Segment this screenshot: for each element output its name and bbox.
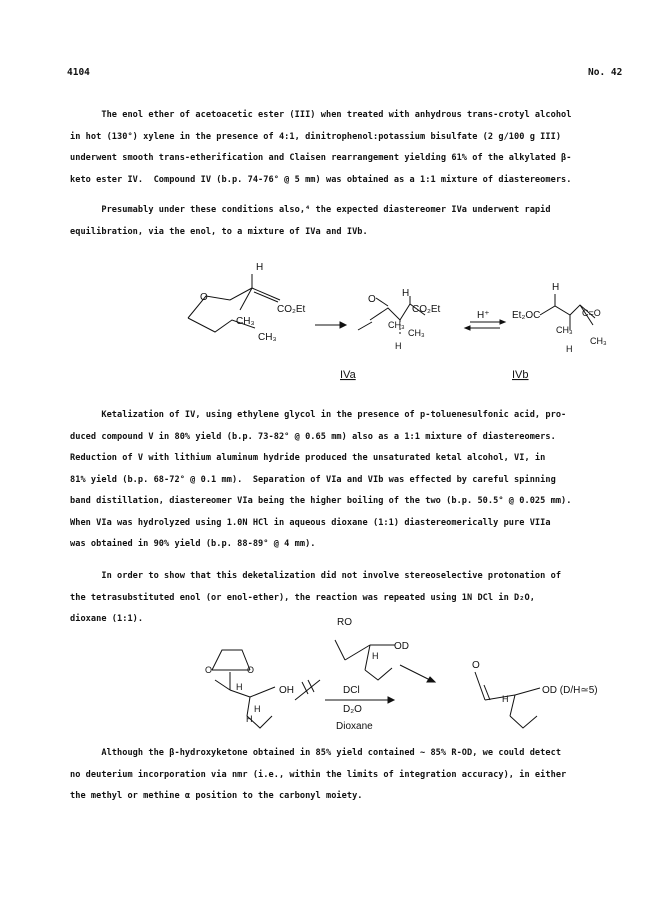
label: Et₂OC [512, 310, 541, 321]
paragraph-2: Presumably under these conditions also,⁴ the expected diastereomer IVa underwent rapid equilibration, via the enol, to a mixture of IVa and IVb. [70, 205, 551, 237]
label: H [236, 682, 243, 692]
paragraph-5: Although the β-hydroxyketone obtained in 85% yield contained ~ 85% R-OD, we could detect no deuterium incorporation via nmr (i.e., within the limits of integration accuracy), in either the methyl or methine α position to the carbonyl moiety. [70, 748, 567, 801]
label: O [205, 665, 213, 675]
page-number: 4104 [67, 67, 90, 78]
label: CH₃ [590, 336, 607, 346]
label: CH₃ [236, 316, 255, 327]
label: CH₃ [258, 332, 277, 343]
label: H [256, 262, 264, 273]
label: H [372, 651, 379, 661]
label: CO₂Et [412, 304, 441, 315]
label: C=O [582, 308, 601, 318]
paragraph-4: In order to show that this deketalization did not involve stereoselective protonation of the tetrasubstituted enol (or enol-ether), the reaction was repeated using 1N DCl in D₂O, dioxane (1:1). [70, 571, 562, 624]
label: O [200, 292, 208, 303]
label: H [566, 344, 573, 354]
reagent-dcl: DCl [343, 685, 360, 696]
compound-label-IVa: IVa [340, 369, 356, 381]
label: OD (D/H≃5) [542, 685, 598, 696]
label: H [402, 288, 410, 299]
paragraph-3: Ketalization of IV, using ethylene glycol in the presence of p-toluenesulfonic acid, pro- duced compound V in 80% yield (b.p. 73-82° @ 0.65 mm) also as a 1:1 mixture of diastereomers. Reduction of V with lithium aluminum hydride produced the unsaturated ketal alcohol, VI, in 81% yield (b.p. 68-72° @ 0.1 mm). Separation of VIa and VIb was effected by careful spinning band distillation, diastereomer VIa being the higher boiling of the two (b.p. 50.5° @ 0.025 mm). When VIa was hydrolyzed using 1.0N HCl in aqueous dioxane (1:1) diastereomerically pure VIIa was obtained in 90% yield (b.p. 88-89° @ 4 mm). [70, 410, 572, 549]
paragraph-1: The enol ether of acetoacetic ester (III) when treated with anhydrous trans-crotyl alcohol in hot (130°) xylene in the presence of 4:1, dinitrophenol:potassium bisulfate (2 g/100 g III) underwent smooth trans-etherification and Claisen rearrangement yielding 61% of the alkylated β- keto ester IV. Compound IV (b.p. 74-76° @ 5 mm) was obtained as a 1:1 mixture of diastereomers. [70, 110, 572, 185]
label: CH₃ [408, 328, 425, 338]
label: CO₂Et [277, 304, 306, 315]
label: OH [279, 685, 294, 696]
label: OD [394, 641, 409, 652]
label: H [552, 282, 560, 293]
label: H [395, 341, 402, 351]
compound-label-IVb: IVb [512, 369, 529, 381]
label: H⁺ [477, 310, 490, 321]
label: CH₃ [556, 325, 573, 335]
label: H [254, 704, 261, 714]
solvent-dioxane: Dioxane [336, 721, 373, 732]
journal-issue: No. 42 [588, 67, 623, 78]
label: O [247, 665, 255, 675]
label: RO [337, 617, 352, 628]
label: O [472, 660, 480, 671]
label: H [502, 694, 509, 704]
label: O [368, 294, 376, 305]
label: CH₃ [388, 320, 405, 330]
label: H [246, 714, 253, 724]
reagent-d2o: D₂O [343, 704, 362, 715]
